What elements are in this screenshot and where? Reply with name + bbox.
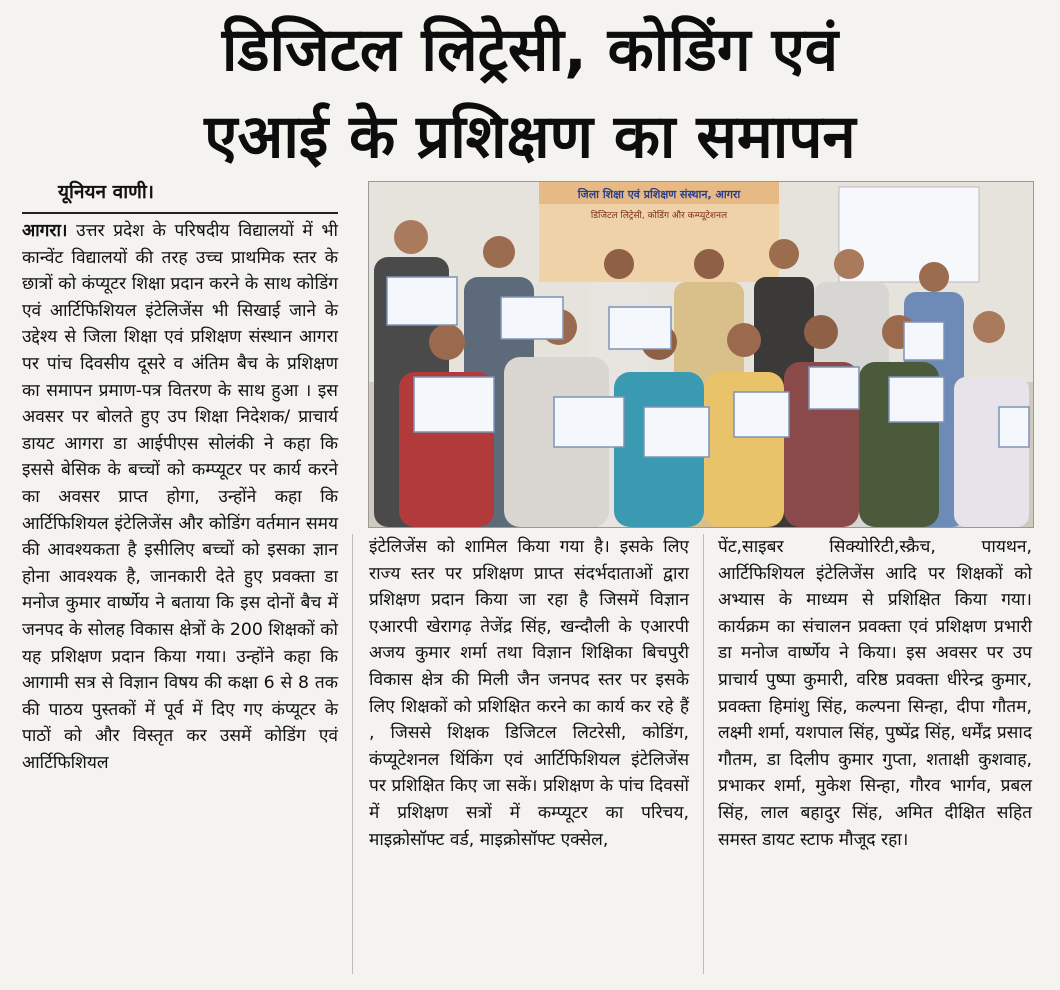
article-column-1 [22, 218, 338, 776]
column-divider-2 [703, 534, 704, 974]
banner-title: जिला शिक्षा एवं प्रशिक्षण संस्थान, आगरा [577, 188, 741, 201]
column-1-text: उत्तर प्रदेश के परिषदीय विद्यालयों में भी कान्वेंट विद्यालयों की तरह उच्च प्राथमिक स्तर के छात्रों को कंप्यूटर शिक्षा प्रदान करने के साथ कोडिंग एवं आर्टिफिशियल इंटेलिजेंस भी सिखाई जाने के उद्देश्य से जिला शिक्षा एवं प्रशिक्षण संस्थान आगरा पर पांच दिवसीय दूसरे व अंतिम बैच के प्रशिक्षण का समापन प्रमाण-पत्र वितरण के साथ हुआ । इस अवसर पर बोलते हुए उप शिक्षा निदेशक/ प्राचार्य डायट आगरा डा आईपीएस सोलंकी ने कहा कि इससे बेसिक के बच्चों को कम्प्यूटर पर कार्य करने का अवसर प्राप्त होगा, उन्होंने कहा कि आर्टिफिशियल इंटेलिजेंस और कोडिंग वर्तमान समय की आवश्यकता है इसीलिए बच्चों को इसका ज्ञान होना आवश्यक है, जानकारी देते हुए प्रवक्ता डा मनोज कुमार वार्ष्णेय ने बताया कि इस दोनों बैच में जनपद के सोलह विकास क्षेत्रों के 200 शिक्षकों को यह प्रशिक्षण प्रदान किया गया। उन्होंने कहा कि आगामी सत्र से विज्ञान विषय की कक्षा 6 से 8 तक की पाठय पुस्तकों में पूर्व में दिए गए कंप्यूटर के पाठों को और विस्तृत कर उसमें कोडिंग एवं आर्टिफिशियल [22, 221, 338, 773]
article-column-2 [369, 534, 689, 853]
event-photo [368, 181, 1034, 528]
column-3-text: पेंट,साइबर सिक्योरिटी,स्क्रैच, पायथन, आर्टिफिशियल इंटेलिजेंस आदि पर शिक्षकों को अभ्यास के माध्यम से प्रशिक्षित किया गया। कार्यक्रम का संचालन प्रवक्ता एवं प्रशिक्षण प्रभारी डा मनोज वार्ष्णेय ने किया। इस अवसर पर उप प्राचार्य पुष्पा कुमारी, वरिष्ठ प्रवक्ता धीरेन्द्र कुमार, प्रवक्ता हिमांशु सिंह, कल्पना सिन्हा, दीपा गौतम, लक्ष्मी शर्मा, यशपाल सिंह, पुष्पेंद्र सिंह, धर्मेंद्र प्रसाद गौतम, डा दिलीप कुमार गुप्ता, शताक्षी कुशवाह, प्रभाकर शर्मा, मुकेश सिन्हा, गौरव भार्गव, प्रबल सिंह, लाल बहादुर सिंह, अमित दीक्षित सहित समस्त डायट स्टाफ मौजूद रहा। [718, 537, 1032, 850]
article-column-3 [718, 534, 1032, 853]
byline: यूनियन वाणी। [58, 181, 155, 203]
column-2-text: इंटेलिजेंस को शामिल किया गया है। इसके लिए राज्य स्तर पर प्रशिक्षण प्राप्त संदर्भदाताओं द्वारा प्रशिक्षण प्रदान किया जा रहा है जिसमें विज्ञान एआरपी खेरागढ़ तेजेंद्र सिंह, खन्दौली के एआरपी अजय कुमार शर्मा तथा विज्ञान शिक्षिका बिचपुरी विकास क्षेत्र की मिली जैन जनपद स्तर पर इसके लिए शिक्षकों को प्रशिक्षित करने का कार्य कर रहे हैं , जिससे शिक्षक डिजिटल लिटरेसी, कोडिंग, कंप्यूटेशनल थिंकिंग एवं आर्टिफिशियल इंटेलिजेंस पर प्रशिक्षित किए जा सकें। प्रशिक्षण के पांच दिवसों में प्रशिक्षण सत्रों में कम्प्यूटर का परिचय, माइक्रोसॉफ्ट वर्ड, माइक्रोसॉफ्ट एक्सेल, [369, 537, 689, 850]
byline-rule [22, 212, 338, 214]
headline-line-1: डिजिटल लिट्रेसी, कोडिंग एवं [221, 15, 839, 85]
banner-subtitle: डिजिटल लिट्रेसी, कोडिंग और कम्प्यूटेशनल [590, 211, 728, 221]
column-divider-1 [352, 534, 353, 974]
photo-illustration [369, 182, 1033, 527]
dateline-place: आगरा। [22, 221, 68, 241]
headline-line-2: एआई के प्रशिक्षण का समापन [204, 102, 856, 172]
